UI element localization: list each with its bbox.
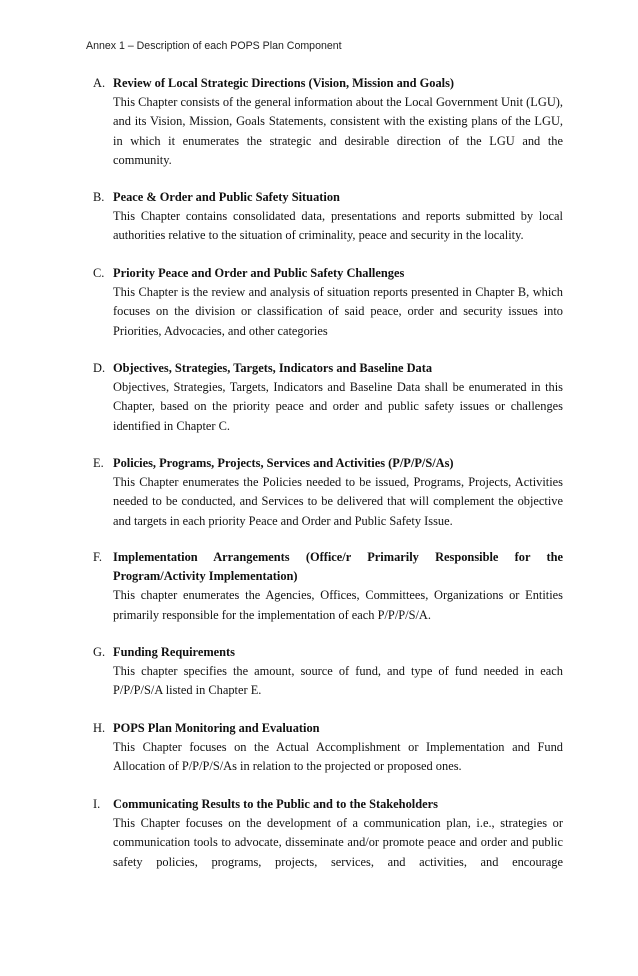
section-letter: C.	[93, 266, 105, 280]
section-letter: H.	[93, 721, 106, 735]
section-title: Priority Peace and Order and Public Safety Challenges	[113, 266, 405, 280]
section-letter: F.	[93, 550, 102, 564]
running-header: Annex 1 – Description of each POPS Plan Component	[86, 40, 342, 52]
section-b	[93, 188, 563, 246]
section-letter: G.	[93, 645, 106, 659]
section-body: This Chapter consists of the general information about the Local Government Unit (LGU), and its Vision, Mission, Goals Statements, consistent with the existing plans of the LGU, in which it enumerates the strategic and desirable direction of the LGU and the community.	[113, 95, 563, 167]
section-body: Objectives, Strategies, Targets, Indicators and Baseline Data shall be enumerated in this Chapter, based on the priority peace and order and public safety issues or challenges identified in Chapter C.	[113, 380, 563, 433]
section-title: Implementation Arrangements (Office/r Primarily Responsible for the Program/Activity Implementation)	[113, 550, 563, 584]
section-title: Policies, Programs, Projects, Services and Activities (P/P/P/S/As)	[113, 456, 454, 470]
section-letter: A.	[93, 76, 106, 90]
section-body: This Chapter focuses on the Actual Accomplishment or Implementation and Fund Allocation of P/P/P/S/As in relation to the projected or proposed ones.	[113, 740, 563, 774]
section-letter: B.	[93, 190, 105, 204]
section-body: This Chapter is the review and analysis of situation reports presented in Chapter B, which focuses on the division or classification of said peace, order and security issues into Priorities, Advocacies, and other categories	[113, 285, 563, 338]
section-body: This chapter enumerates the Agencies, Offices, Committees, Organizations or Entities primarily responsible for the implementation of each P/P/P/S/A.	[113, 588, 563, 622]
section-title: Objectives, Strategies, Targets, Indicators and Baseline Data	[113, 361, 433, 375]
section-e	[93, 454, 563, 531]
section-letter: I.	[93, 797, 101, 811]
section-title: Funding Requirements	[113, 645, 235, 659]
section-f	[93, 548, 563, 625]
section-d	[93, 359, 563, 436]
section-a	[93, 74, 563, 170]
section-c	[93, 264, 563, 341]
section-title: POPS Plan Monitoring and Evaluation	[113, 721, 320, 735]
section-title: Communicating Results to the Public and to the Stakeholders	[113, 797, 438, 811]
section-g	[93, 643, 563, 701]
section-h	[93, 719, 563, 777]
section-body: This chapter specifies the amount, source of fund, and type of fund needed in each P/P/P/S/A listed in Chapter E.	[113, 664, 563, 698]
section-title: Review of Local Strategic Directions (Vision, Mission and Goals)	[113, 76, 455, 90]
section-letter: E.	[93, 456, 104, 470]
section-title: Peace & Order and Public Safety Situation	[113, 190, 340, 204]
section-body: This Chapter focuses on the development of a communication plan, i.e., strategies or communication tools to advocate, disseminate and/or promote peace and order and public safety policies, programs, projects, services, and activities, and encourage	[113, 816, 563, 869]
section-body: This Chapter enumerates the Policies needed to be issued, Programs, Projects, Activities needed to be conducted, and Services to be delivered that will complement the objective and targets in each priority Peace and Order and Public Safety Issue.	[113, 475, 563, 528]
section-i	[93, 795, 563, 872]
section-body: This Chapter contains consolidated data, presentations and reports submitted by local authorities relative to the situation of criminality, peace and security in the locality.	[113, 209, 563, 243]
section-letter: D.	[93, 361, 106, 375]
